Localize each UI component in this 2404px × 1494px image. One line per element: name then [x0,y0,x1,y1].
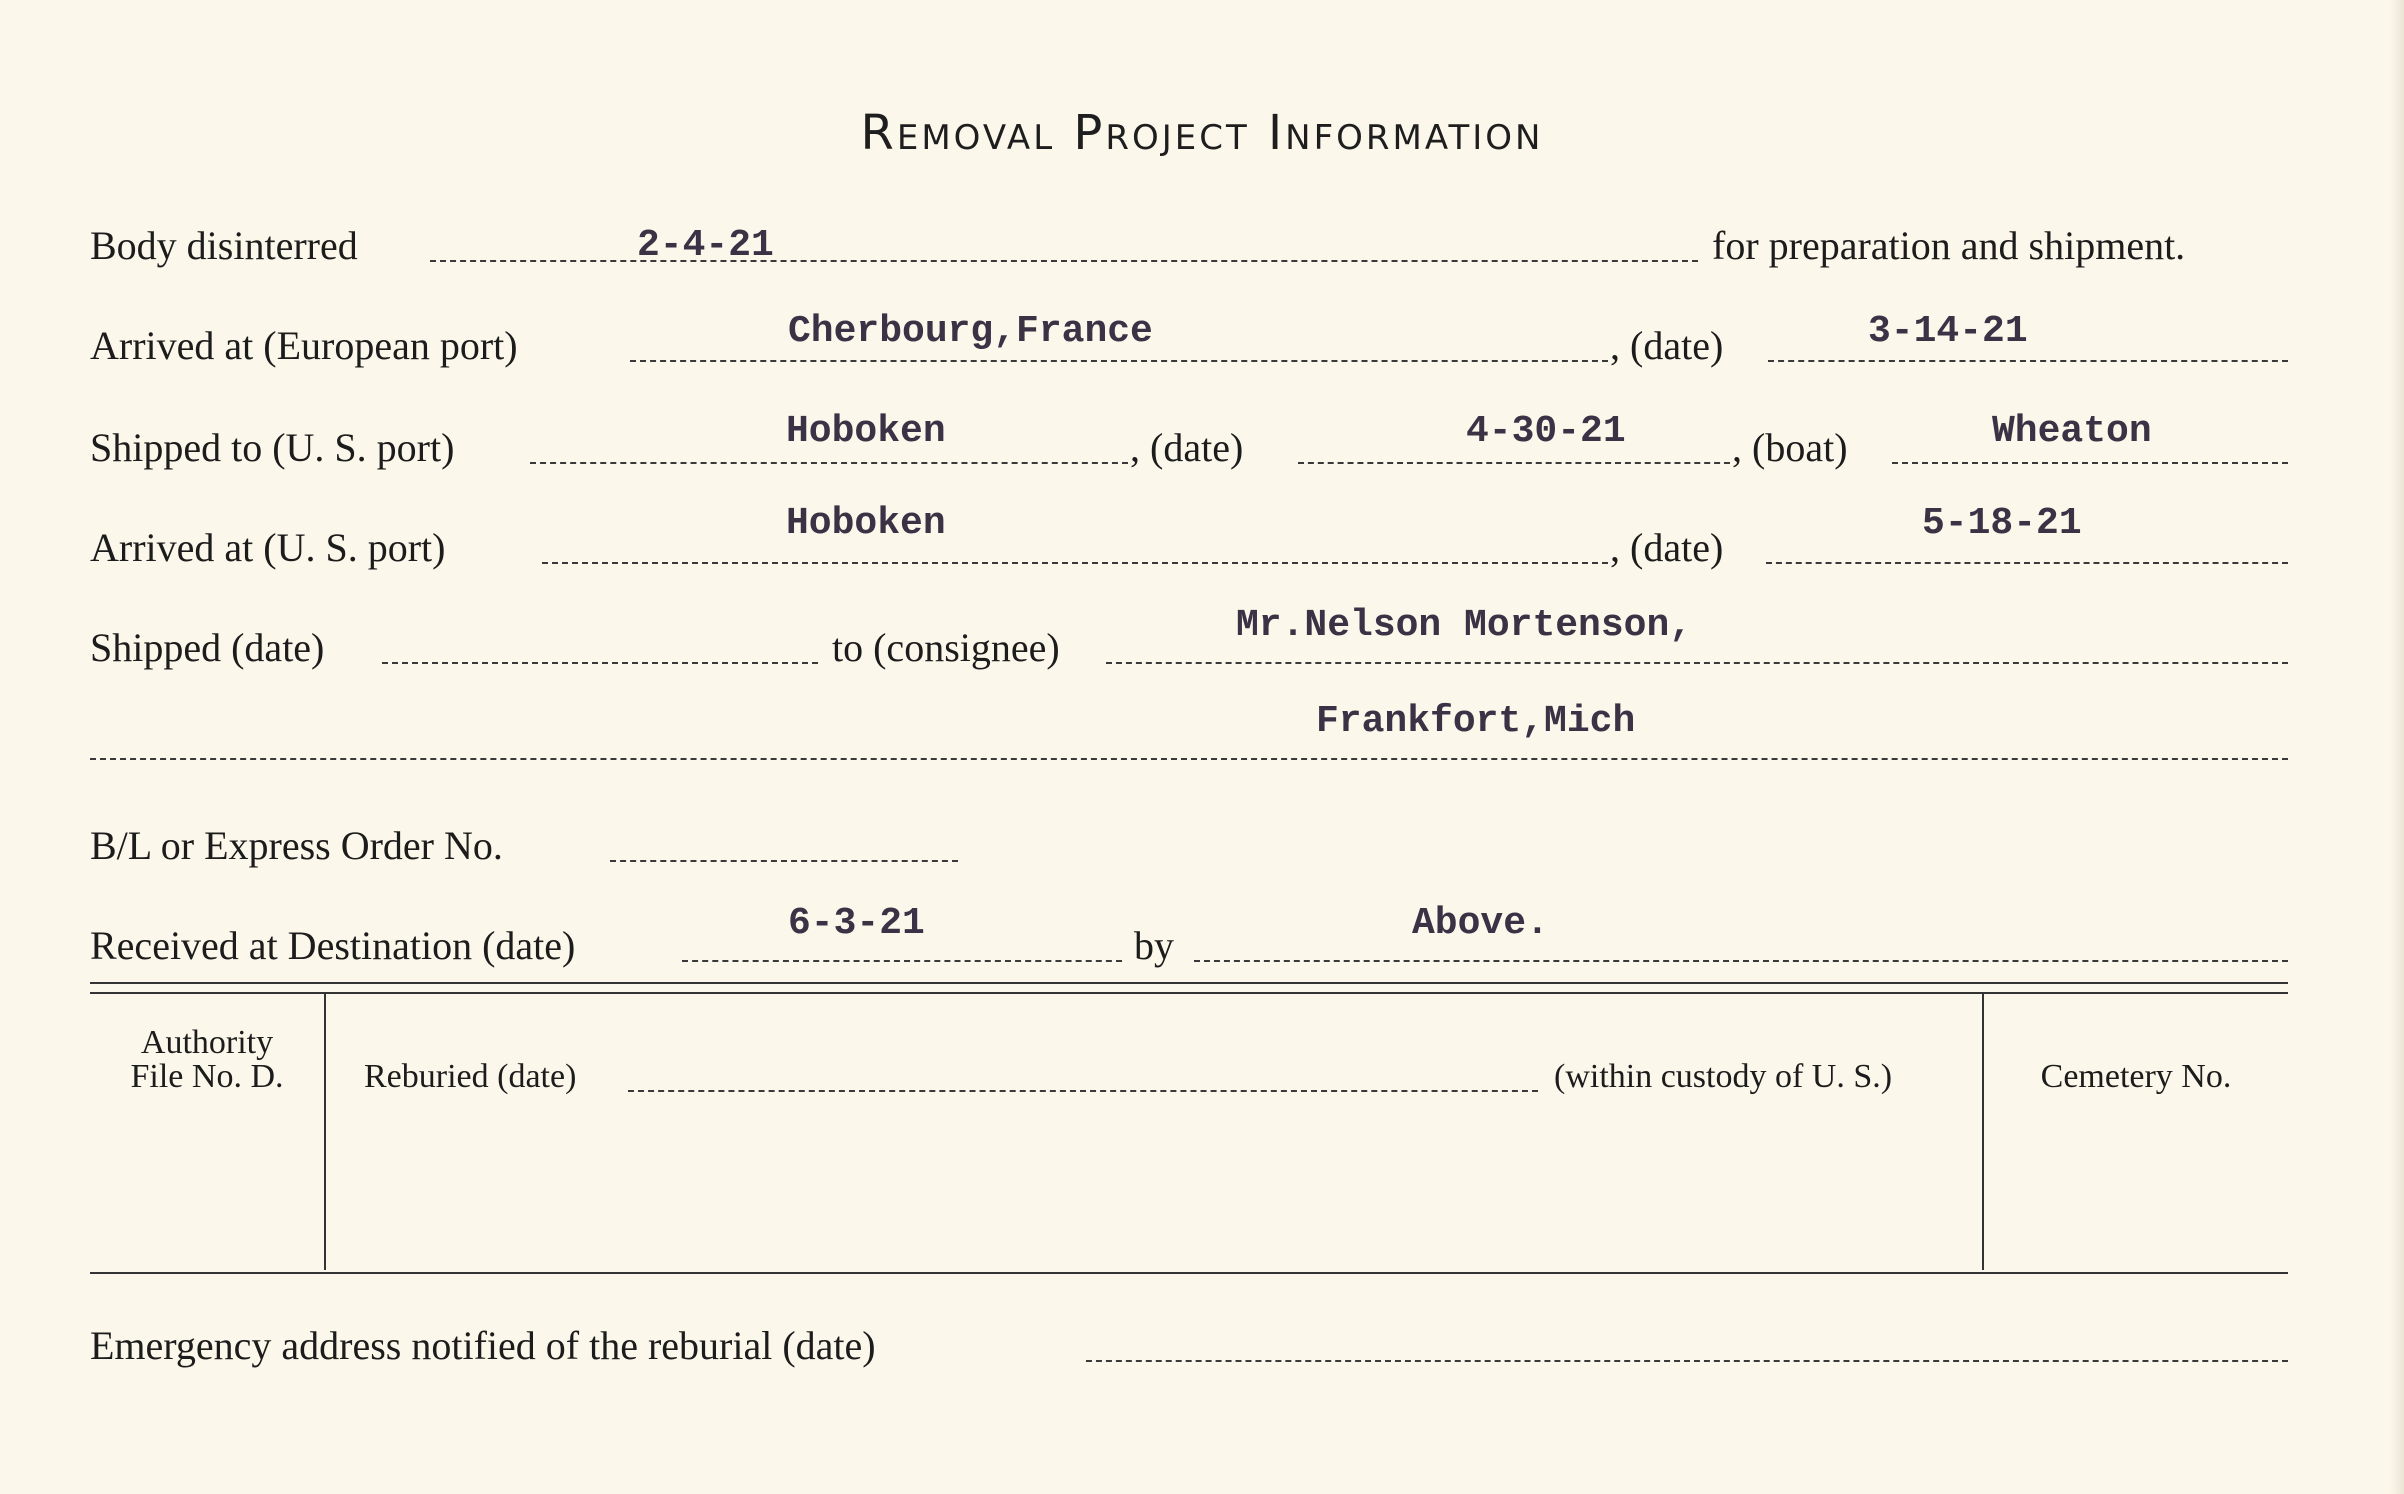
label-authority: Authority [140,1024,274,1061]
line-european-date [1768,360,2288,362]
line-us-port-arrived-date [1766,562,2288,564]
label-file-no: File No. D. [130,1058,284,1095]
label-date-2: , (date) [1130,425,1244,470]
line-boat [1892,462,2288,464]
line-us-port-arrived [542,562,1608,564]
line-bl-order-no [610,860,958,862]
divider-authority [324,994,326,1270]
section-bottom-rule [90,1272,2288,1274]
label-date-3: , (date) [1610,525,1724,570]
label-emergency-address: Emergency address notified of the reburial (date) [90,1323,876,1368]
label-within-custody: (within custody of U. S.) [1554,1058,1893,1095]
label-date-1: , (date) [1610,323,1724,368]
label-shipped-to-us-port: Shipped to (U. S. port) [90,425,455,470]
label-reburied-date: Reburied (date) [364,1058,577,1095]
label-arrived-us-port: Arrived at (U. S. port) [90,525,446,570]
line-shipped-out-date [382,662,818,664]
line-received-by [1194,960,2288,962]
line-consignee-address [90,758,2288,760]
label-received-destination: Received at Destination (date) [90,923,576,968]
value-disinterred-date: 2-4-21 [637,224,774,267]
value-consignee-name: Mr.Nelson Mortenson, [1236,604,1693,647]
line-body-disinterred [430,260,1698,262]
label-to-consignee: to (consignee) [832,625,1060,670]
card-title: Removal Project Information [860,105,1544,161]
value-boat: Wheaton [1992,410,2152,453]
label-arrived-european-port: Arrived at (European port) [90,323,518,368]
label-for-preparation: for preparation and shipment. [1712,223,2186,268]
value-us-port-arrived-date: 5-18-21 [1922,502,2082,545]
line-european-port [630,360,1608,362]
value-european-port-date: 3-14-21 [1868,310,2028,353]
label-shipped-date: Shipped (date) [90,625,325,670]
label-bl-order-no: B/L or Express Order No. [90,823,503,868]
value-shipped-date: 4-30-21 [1466,410,1626,453]
line-consignee [1106,662,2288,664]
value-consignee-address: Frankfort,Mich [1316,700,1636,743]
line-us-port-shipped [530,462,1128,464]
label-boat: , (boat) [1732,425,1848,470]
label-body-disinterred: Body disinterred [90,223,358,268]
value-received-date: 6-3-21 [788,902,925,945]
label-cemetery-no: Cemetery No. [2040,1058,2232,1095]
value-us-port-shipped: Hoboken [786,410,946,453]
value-received-by: Above. [1412,902,1549,945]
label-by: by [1134,923,1174,968]
value-european-port: Cherbourg,France [788,310,1153,353]
value-us-port-arrived: Hoboken [786,502,946,545]
divider-cemetery [1982,994,1984,1270]
line-received-date [682,960,1122,962]
line-reburied-date [628,1090,1538,1092]
double-rule-bottom [90,992,2288,994]
line-emergency-address [1086,1360,2288,1362]
double-rule-top [90,982,2288,984]
card-edge [2390,0,2404,1494]
line-shipped-date [1298,462,1730,464]
